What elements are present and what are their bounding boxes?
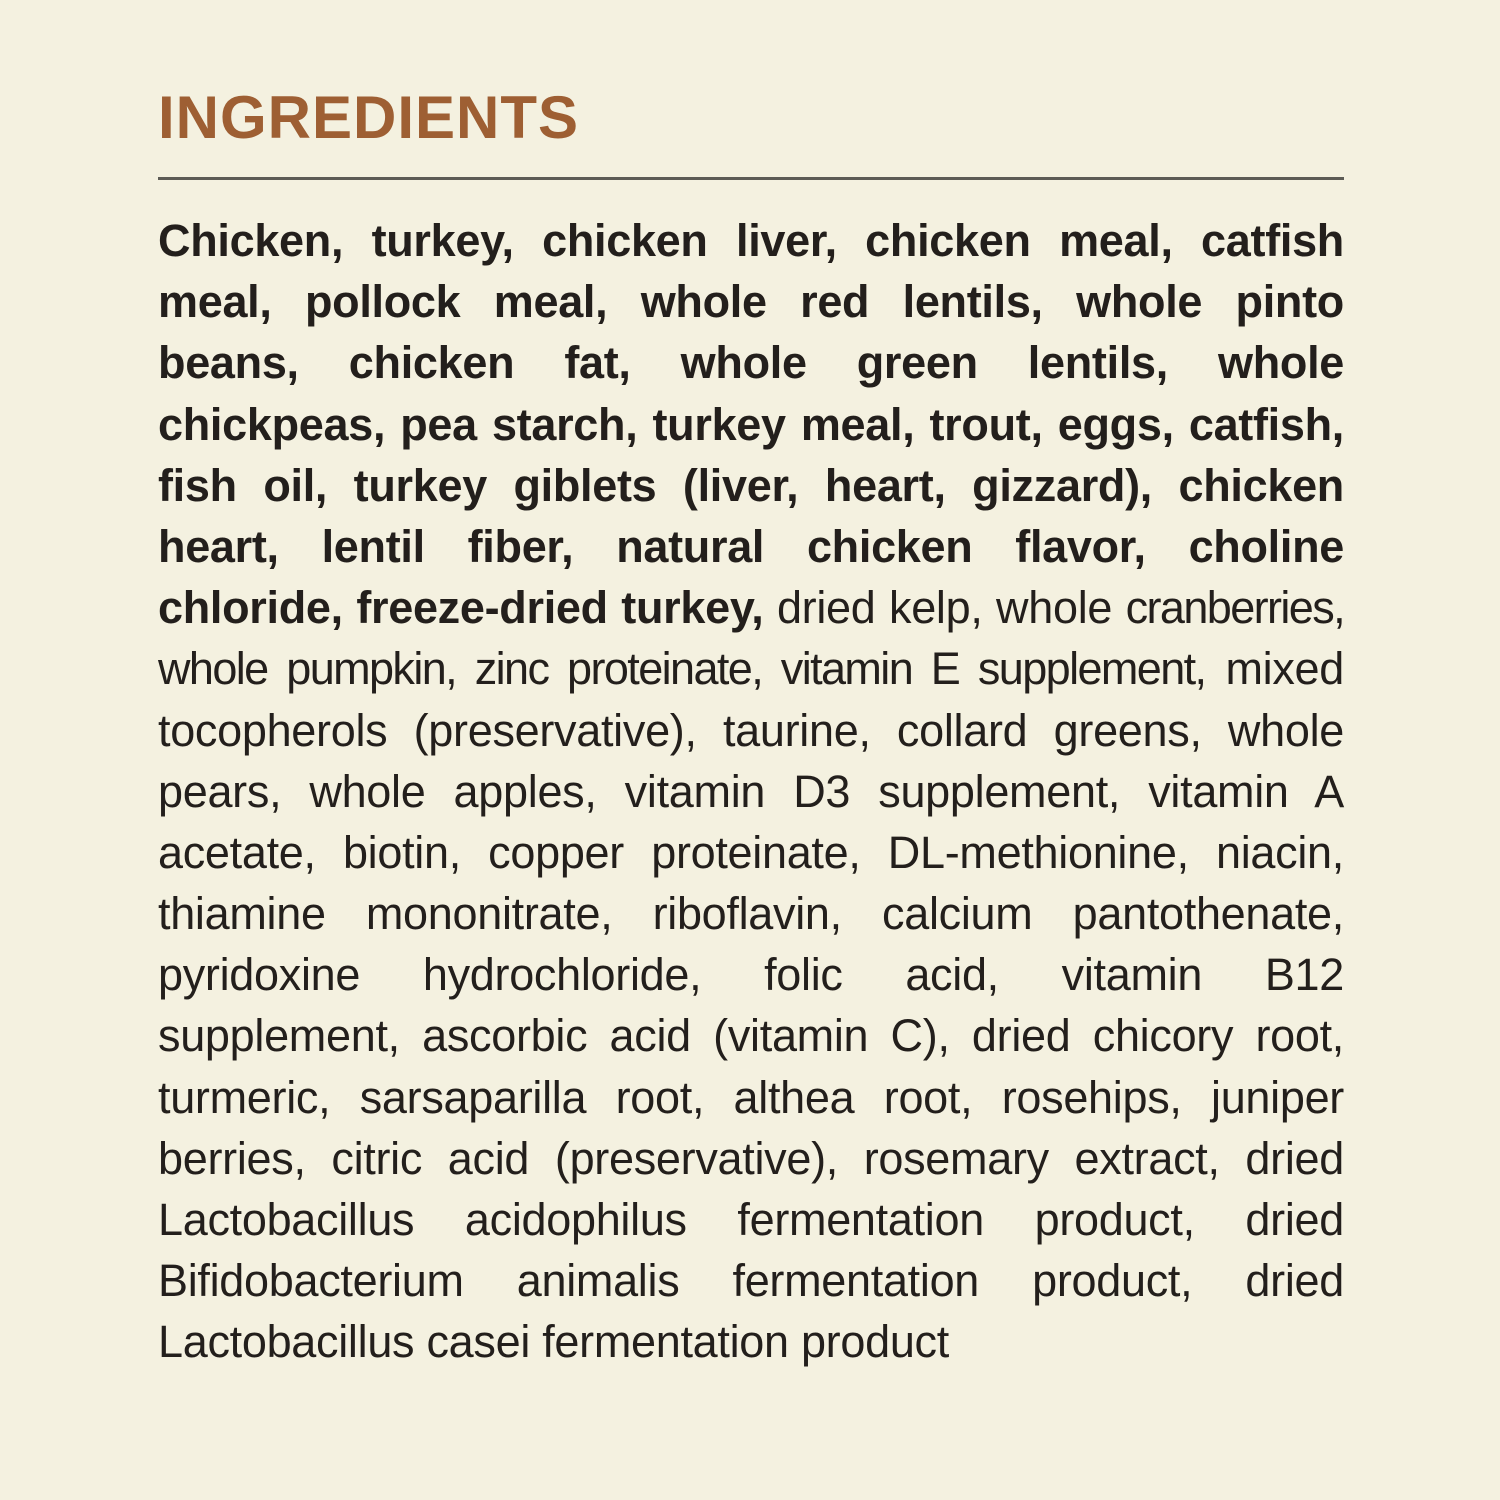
ingredients-bold-segment: Chicken, turkey, chicken liver, chicken meal, catfish meal, pollock meal, whole red lentils, whole pinto beans, chicken fat, whole green lentils, whole chickpeas, pea starch, turkey meal, trout, eggs, catfish, fish oil, turkey giblets (liver, heart, gizzard), chicken heart, lentil fiber, natural chicken flavor, choline chloride, freeze-dried turkey, — [158, 215, 1344, 634]
ingredients-panel — [158, 86, 1344, 1418]
ingredients-tight-segment: cranberries, whole pumpkin, zinc proteinate, vitamin E supplement, — [158, 582, 1345, 695]
ingredients-regular-segment-b: mixed tocopherols (preservative), taurine, collard greens, whole pears, whole apples, vitamin D3 supplement, vitamin A acetate, biotin, copper proteinate, DL-methionine, niacin, thiamine mononitrate, riboflavin, calcium pantothenate, pyridoxine hydrochloride, folic acid, vitamin B12 supplement, ascorbic acid (vitamin C), dried chicory root, turmeric, sarsaparilla root, althea root, rosehips, juniper berries, citric acid (preservative), rosemary extract, dried Lactobacillus acidophilus fermentation product, dried Bifidobacterium animalis fermentation product, dried Lactobacillus casei fermentation product — [158, 643, 1345, 1368]
page-title: INGREDIENTS — [158, 84, 580, 151]
ingredients-regular-segment-a: dried kelp, whole — [776, 582, 1113, 634]
ingredients-list — [158, 210, 1344, 1373]
title-divider — [158, 177, 1344, 180]
